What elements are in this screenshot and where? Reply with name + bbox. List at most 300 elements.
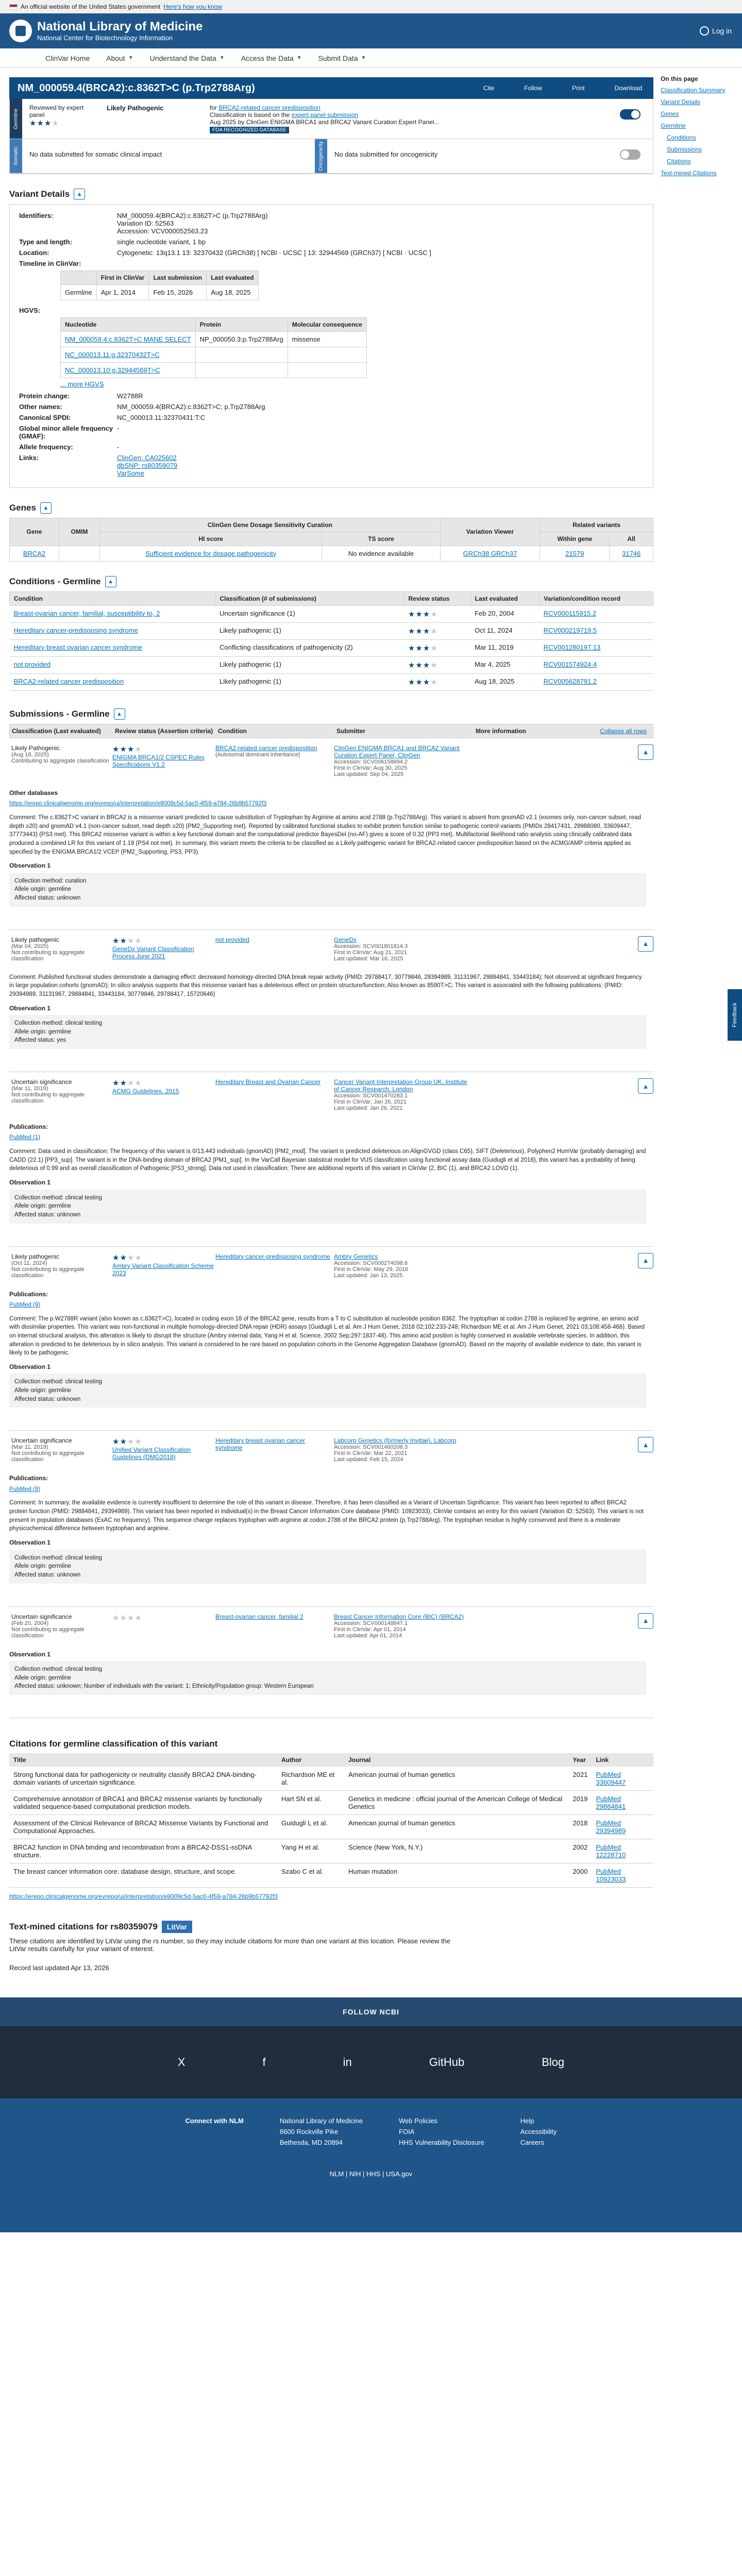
citation-header: Title bbox=[9, 1753, 277, 1767]
submission-classification bbox=[9, 1253, 112, 1279]
submission-review bbox=[112, 1437, 215, 1463]
submission-detail bbox=[9, 1279, 648, 1408]
summary-condition-link[interactable]: BRCA2-related cancer predisposition bbox=[218, 104, 321, 111]
star-icon: ★ bbox=[112, 1437, 120, 1447]
star-icon: ★ bbox=[127, 744, 135, 754]
submission-review bbox=[112, 1613, 215, 1639]
citation-header: Link bbox=[592, 1753, 653, 1767]
genes-header: HI score bbox=[100, 532, 322, 546]
hgvs-cell[interactable]: NC_000013.10:g.32944569T>C bbox=[61, 362, 196, 378]
timeline-cell: Apr 1, 2014 bbox=[96, 284, 149, 300]
star-icon: ★ bbox=[408, 660, 416, 670]
sidebar-item[interactable]: Conditions bbox=[667, 134, 696, 141]
citation-cell: American journal of human genetics bbox=[344, 1815, 569, 1839]
condition-link[interactable]: Hereditary cancer-predisposing syndrome bbox=[10, 622, 216, 639]
citation-cell: Human mutation bbox=[344, 1863, 569, 1887]
rcv-link[interactable]: RCV005628791.2 bbox=[539, 673, 653, 690]
litvar-heading: Text-mined citations for rs80359079 bbox=[9, 1921, 158, 1931]
submitter-link[interactable]: GeneDx bbox=[334, 936, 357, 943]
feedback-button[interactable]: Feedback bbox=[728, 989, 742, 1041]
citation-row bbox=[9, 1790, 653, 1815]
expert-panel-link[interactable]: expert panel submission bbox=[291, 111, 359, 118]
footer-link[interactable]: FOIA bbox=[399, 2127, 415, 2136]
detail-other-link[interactable]: https://erepo.clinicalgenome.org/evrepo/ui/interpretation/e8009c5d-5ac0-4f59-a784-26b9b57792f3 bbox=[9, 801, 267, 807]
gene-cell: No evidence available bbox=[322, 546, 440, 561]
star-icon: ★ bbox=[120, 1613, 127, 1622]
litvar-logo[interactable]: LitVar bbox=[162, 1921, 192, 1933]
collapse-row-button[interactable]: ▲ bbox=[638, 1613, 653, 1629]
star-icon: ★ bbox=[423, 626, 431, 636]
submission-detail bbox=[9, 1463, 648, 1583]
hgvs-cell: NP_000050.3:p.Trp2788Arg bbox=[195, 331, 288, 347]
submission-header: More information Collapse all rows bbox=[476, 727, 647, 735]
citation-cell: Richardson ME et al. bbox=[277, 1767, 344, 1791]
citations-table bbox=[9, 1753, 653, 1888]
record-updated: Record last updated Apr 13, 2026 bbox=[9, 1963, 109, 1972]
citation-row bbox=[9, 1767, 653, 1791]
star-icon: ★ bbox=[134, 936, 142, 945]
condition-review bbox=[404, 639, 470, 656]
classification-date: (Aug 18, 2025) bbox=[11, 751, 49, 758]
assertion-criteria-link[interactable]: GeneDx Variant Classification Process June 2021 bbox=[112, 945, 194, 960]
citation-cell[interactable]: PubMed 10923033 bbox=[592, 1863, 653, 1887]
submission-more bbox=[473, 1613, 653, 1639]
nav-item-1[interactable] bbox=[106, 54, 133, 62]
gene-cell[interactable]: 21579 bbox=[540, 546, 610, 561]
assertion-criteria-link[interactable]: Unified Variant Classification Guidelines (DMG2019) bbox=[112, 1446, 191, 1461]
submitter-meta: First in ClinVar: Jan 26, 2021 bbox=[334, 1099, 407, 1106]
detail-link[interactable]: ClinGen: CA025602 bbox=[117, 453, 177, 462]
classification-text: Likely pathogenic bbox=[11, 1252, 59, 1260]
submission-detail bbox=[9, 777, 648, 907]
submission-block bbox=[9, 738, 653, 930]
star-icon: ★ bbox=[408, 643, 416, 653]
rcv-link[interactable]: RCV000219719.5 bbox=[539, 622, 653, 639]
citation-cell: The breast cancer information core: database design, structure, and scope. bbox=[9, 1863, 277, 1887]
review-stars bbox=[112, 744, 215, 754]
star-icon: ★ bbox=[415, 609, 423, 619]
footer-link[interactable]: Careers bbox=[520, 2138, 544, 2146]
nav-item-2[interactable] bbox=[150, 54, 225, 62]
genes-header: Gene bbox=[10, 518, 59, 546]
hgvs-cell[interactable]: NC_000013.11:g.32370432T>C bbox=[61, 347, 196, 362]
classification-text: Uncertain significance bbox=[11, 1613, 72, 1620]
condition-header: Condition bbox=[10, 591, 216, 605]
social-links bbox=[0, 2026, 742, 2098]
genes-header: OMIM bbox=[59, 518, 100, 546]
submitter-meta: First in ClinVar: Apr 01, 2014 bbox=[334, 1626, 406, 1633]
star-icon: ★ bbox=[120, 1253, 127, 1262]
submitter-link[interactable]: ClinGen ENIGMA BRCA1 and BRCA2 Variant Curation Expert Panel, ClinGen bbox=[334, 744, 460, 759]
submission-row bbox=[9, 738, 653, 917]
submitter-meta: Accession: SCV000274098.6 bbox=[334, 1260, 408, 1266]
sidebar-item[interactable]: Citations bbox=[667, 158, 691, 165]
timeline-header: Last submission bbox=[149, 270, 207, 284]
print-button[interactable]: Print bbox=[571, 84, 585, 92]
collapse-genes-button[interactable]: ▲ bbox=[40, 502, 52, 514]
condition-review bbox=[404, 605, 470, 622]
submitter-link[interactable]: Cancer Variant Interpretation Group UK, Institute of Cancer Research, London bbox=[334, 1078, 467, 1093]
observation-field: Affected status: unknown; Number of individuals with the variant: 1; Ethnicity/Population group: Western European bbox=[14, 1683, 314, 1690]
footer-link: 8600 Rockville Pike bbox=[279, 2127, 339, 2136]
submitter-meta: Last updated: Jan 13, 2025 bbox=[334, 1272, 403, 1279]
detail-link[interactable]: dbSNP: rs80359079 bbox=[117, 461, 178, 469]
genes-header: TS score bbox=[322, 532, 440, 546]
hgvs-header: Molecular consequence bbox=[288, 317, 366, 331]
hgvs-row bbox=[61, 331, 367, 347]
gene-cell[interactable]: 31746 bbox=[610, 546, 653, 561]
submitter-meta: Last updated: Feb 15, 2024 bbox=[334, 1456, 403, 1463]
submission-comment: Comment: Published functional studies demonstrate a damaging effect: decreased homology-directed DNA break repair activity (PMID: 29788417, 30779846, 29394989, 31131967, 29884841, 33443184); Not observed at significant frequency in large population cohorts (gnomAD); In silico analysis supports that this missense variant has a deleterious effect on protein structure/function; Also known as 8590T>C; This variant is associated with the following publications: (PMID: 29394989, 31131967, 29884841, 33443184, 30779846, 29788417, 15720646) bbox=[9, 974, 642, 997]
submission-more bbox=[473, 1437, 653, 1463]
submission-submitter bbox=[334, 936, 473, 962]
citation-header: Journal bbox=[344, 1753, 569, 1767]
social-blog-icon[interactable]: Blog bbox=[542, 2055, 565, 2069]
classification-date: (Mar 11, 2019) bbox=[11, 1444, 48, 1451]
review-stars bbox=[112, 1437, 215, 1446]
submission-condition-link[interactable]: Hereditary breast ovarian cancer syndrome bbox=[215, 1437, 306, 1452]
assertion-criteria-link[interactable]: ACMG Guidelines, 2015 bbox=[112, 1088, 179, 1095]
condition-row bbox=[10, 639, 653, 656]
classification-date: (Oct 11, 2024) bbox=[11, 1260, 47, 1266]
classification-text: Likely Pathogenic bbox=[11, 744, 60, 752]
observation-field: Allele origin: germline bbox=[14, 1203, 71, 1210]
submitter-link[interactable]: Breast Cancer Information Core (BIC) (BRCA2) bbox=[334, 1613, 464, 1620]
detail-link[interactable]: VarSome bbox=[117, 469, 145, 477]
detail-other-link[interactable]: PubMed (1) bbox=[9, 1134, 41, 1141]
observation-field: Collection method: clinical testing bbox=[14, 1666, 103, 1672]
detail-label: Other databases bbox=[9, 789, 58, 796]
social-in-icon[interactable]: in bbox=[343, 2055, 352, 2069]
submission-block bbox=[9, 930, 653, 1072]
genes-header: Related variants bbox=[540, 518, 653, 532]
observation-field: Affected status: unknown bbox=[14, 894, 81, 901]
observation-field: Allele origin: germline bbox=[14, 1387, 71, 1394]
star-icon: ★ bbox=[134, 1253, 142, 1262]
submission-classification bbox=[9, 936, 112, 962]
review-stars bbox=[112, 1613, 215, 1622]
star-icon: ★ bbox=[127, 1253, 135, 1262]
star-icon: ★ bbox=[120, 1437, 127, 1447]
genes-heading: Genes bbox=[9, 502, 36, 513]
condition-review bbox=[404, 673, 470, 690]
star-icon: ★ bbox=[127, 1613, 135, 1622]
review-status: Reviewed by expert panel bbox=[29, 104, 84, 118]
submitter-link[interactable]: Labcorp Genetics (formerly Invitae), Labcorp bbox=[334, 1437, 457, 1445]
contribution-note: Not contributing to aggregate classification bbox=[11, 949, 85, 962]
submission-condition-link[interactable]: Hereditary cancer-predisposing syndrome bbox=[215, 1252, 330, 1260]
footer-link[interactable]: Accessibility bbox=[520, 2127, 557, 2136]
collapse-row-button[interactable]: ▲ bbox=[638, 1253, 653, 1268]
citation-cell[interactable]: PubMed 33609447 bbox=[592, 1767, 653, 1791]
condition-date: Oct 11, 2024 bbox=[470, 622, 539, 639]
submission-more bbox=[473, 744, 653, 777]
detail-label: Publications: bbox=[9, 1290, 48, 1298]
nav-item-0[interactable] bbox=[45, 54, 90, 62]
chevron-down-icon: ▼ bbox=[296, 55, 302, 61]
conditions-table bbox=[9, 591, 653, 691]
more-hgvs-link[interactable]: ... more HGVS bbox=[60, 380, 104, 388]
nav-label: ClinVar Home bbox=[45, 54, 90, 62]
hgvs-cell[interactable]: NM_000059.4:c.8362T>C MANE SELECT bbox=[61, 331, 196, 347]
condition-classification: Uncertain significance (1) bbox=[215, 605, 404, 622]
citation-row bbox=[9, 1839, 653, 1863]
page-title: NM_000059.4(BRCA2):c.8362T>C (p.Trp2788Arg) bbox=[18, 82, 255, 94]
classification-date: (Mar 04, 2025) bbox=[11, 943, 49, 950]
star-icon: ★ bbox=[112, 1079, 120, 1088]
footer bbox=[0, 2098, 742, 2232]
star-icon: ★ bbox=[120, 744, 127, 754]
variant-title-bar bbox=[9, 77, 653, 99]
observation-box bbox=[9, 1661, 646, 1695]
gene-cell[interactable]: BRCA2 bbox=[10, 546, 59, 561]
contribution-note: Not contributing to aggregate classification bbox=[11, 1626, 85, 1639]
submission-condition-link[interactable]: Breast-ovarian cancer, familial 2 bbox=[215, 1613, 303, 1620]
social-x-icon[interactable]: X bbox=[177, 2055, 185, 2069]
classification-text: Likely pathogenic bbox=[11, 936, 59, 943]
timeline-header bbox=[61, 270, 97, 284]
rcv-link[interactable]: RCV000115915.2 bbox=[539, 605, 653, 622]
condition-classification: Likely pathogenic (1) bbox=[215, 673, 404, 690]
collapse-all-link[interactable]: Collapse all rows bbox=[600, 727, 647, 735]
how-you-know-link[interactable]: Here's how you know bbox=[163, 3, 222, 10]
identifier: Variation ID: 52563 bbox=[117, 219, 174, 227]
star-icon: ★ bbox=[134, 1613, 142, 1622]
review-stars: ★★★★ bbox=[29, 119, 59, 128]
germline-tab: Germline bbox=[10, 99, 22, 139]
condition-row bbox=[10, 622, 653, 639]
submitter-meta: First in ClinVar: Aug 30, 2025 bbox=[334, 765, 408, 771]
collapse-row-button[interactable]: ▲ bbox=[638, 936, 653, 952]
submission-review bbox=[112, 1078, 215, 1111]
citation-cell[interactable]: PubMed 12228710 bbox=[592, 1839, 653, 1863]
citation-cell: 2000 bbox=[569, 1863, 592, 1887]
citation-cell: American journal of human genetics bbox=[344, 1767, 569, 1791]
oncogenicity-text: No data submitted for oncogenicity bbox=[334, 150, 438, 158]
ncbi-header bbox=[0, 13, 742, 48]
collapse-row-button[interactable]: ▲ bbox=[638, 1078, 653, 1094]
condition-link[interactable]: Breast-ovarian cancer, familial, susceptibility to, 2 bbox=[10, 605, 216, 622]
submission-condition-link[interactable]: Hereditary Breast and Ovarian Cancer bbox=[215, 1078, 321, 1086]
star-icon: ★ bbox=[430, 643, 438, 653]
footer-link: National Library of Medicine bbox=[279, 2116, 363, 2125]
condition-row bbox=[10, 605, 653, 622]
footer-link[interactable]: Web Policies bbox=[399, 2116, 437, 2125]
observation-field: Allele origin: germline bbox=[14, 886, 71, 893]
litvar-text: These citations are identified by LitVar using the rs number, so they may include citations for more than one variant at this location. Please review the LitVar results carefully for your variant of interest. bbox=[9, 1937, 451, 1953]
submission-condition-link[interactable]: BRCA2-related cancer predisposition bbox=[215, 744, 317, 752]
footer-agencies[interactable]: NLM | NIH | HHS | USA.gov bbox=[329, 2170, 413, 2178]
star-icon: ★ bbox=[415, 643, 423, 653]
oncogenicity-toggle[interactable] bbox=[620, 149, 640, 160]
observation-field: Affected status: yes bbox=[14, 1037, 66, 1044]
condition-link[interactable]: not provided bbox=[10, 656, 216, 673]
star-icon: ★ bbox=[112, 1613, 120, 1622]
condition-link[interactable]: Hereditary breast ovarian cancer syndrome bbox=[10, 639, 216, 656]
detail-other-link[interactable]: PubMed (8) bbox=[9, 1486, 41, 1493]
cite-button[interactable]: Cite bbox=[483, 84, 495, 92]
rcv-link[interactable]: RCV001280197.13 bbox=[539, 639, 653, 656]
observation-label: Observation 1 bbox=[9, 1650, 51, 1658]
collapse-submissions-button[interactable]: ▲ bbox=[114, 708, 125, 720]
genes-header: Variation Viewer bbox=[440, 518, 540, 546]
observation-field: Collection method: clinical testing bbox=[14, 1194, 103, 1201]
submission-condition bbox=[215, 936, 334, 962]
fda-badge: FDA RECOGNIZED DATABASE bbox=[210, 127, 289, 133]
sidebar-item[interactable]: Genes bbox=[661, 110, 679, 117]
submission-condition bbox=[215, 1253, 334, 1279]
submission-comment: Comment: The c.8362T>C variant in BRCA2 is a missense variant predicted to cause substitution of Tryptophan by Arginine at amino acid 2788 (p.Trp2788Arg). This variant is absent from gnomAD v2.1 (exomes only, non-cancer subset, read depth ≥20) and gnomAD v4.1 (non-cancer subset, read depth ≥20) (PM2_Supporting met). Reported by calibrated functional studies to exhibit protein function similar to pathogenic control variants (PMIDs 28417431, 29988080, 33609447, 37773443) (PS3 met). This BRCA2 missense variant is within a key functional domain and the computational predictor BayesDel (no-AF) gives a score of 0.32 (PP3 met). Multifactorial likelihood ratio analysis using clinically calibrated data produced a combined LR for this variant of 1.19 (PS4 not met). In summary, this variant meets the criteria to be classified as a Likely pathogenic variant for BRCA2-related cancer predisposition based on the ACMG/AMP criteria applied as specified by the ENIGMA BRCA1/2 VCEP (PM2_Supporting, PS3, PP3). bbox=[9, 814, 641, 855]
star-icon: ★ bbox=[430, 626, 438, 636]
condition-classification: Likely pathogenic (1) bbox=[215, 656, 404, 673]
social-github-icon[interactable]: GitHub bbox=[429, 2055, 465, 2069]
contribution-note: Not contributing to aggregate classification bbox=[11, 1450, 85, 1463]
timeline-cell: Feb 15, 2026 bbox=[149, 284, 207, 300]
submission-classification bbox=[9, 1613, 112, 1639]
observation-label: Observation 1 bbox=[9, 1539, 51, 1547]
classification-text: Uncertain significance bbox=[11, 1437, 72, 1445]
condition-row bbox=[10, 673, 653, 690]
observation-field: Affected status: unknown bbox=[14, 1211, 81, 1218]
detail-other-link[interactable]: PubMed (9) bbox=[9, 1301, 41, 1308]
timeline-header: Last evaluated bbox=[207, 270, 258, 284]
condition-date: Mar 11, 2019 bbox=[470, 639, 539, 656]
chevron-down-icon: ▼ bbox=[219, 55, 225, 61]
star-icon: ★ bbox=[112, 1253, 120, 1262]
citation-cell: Assessment of the Clinical Relevance of BRCA2 Missense Variants by Functional and Computational Approaches. bbox=[9, 1815, 277, 1839]
observation-label: Observation 1 bbox=[9, 1179, 51, 1187]
sidebar-item[interactable]: Classification Summary bbox=[661, 87, 726, 94]
observation-box bbox=[9, 1190, 646, 1224]
nlm-logo-icon bbox=[9, 20, 32, 42]
submission-classification bbox=[9, 744, 112, 777]
detail-label: Publications: bbox=[9, 1123, 48, 1131]
star-icon: ★ bbox=[112, 744, 120, 754]
gene-cell[interactable]: GRCh38 GRCh37 bbox=[440, 546, 540, 561]
submission-submitter bbox=[334, 1253, 473, 1279]
conditions-heading: Conditions - Germline bbox=[9, 576, 101, 586]
hgvs-table bbox=[60, 317, 367, 378]
collapse-row-button[interactable]: ▲ bbox=[638, 744, 653, 760]
download-button[interactable]: Download bbox=[614, 84, 642, 92]
user-icon bbox=[700, 26, 709, 36]
sidebar-item[interactable]: Submissions bbox=[667, 146, 702, 153]
citation-cell[interactable]: PubMed 29394989 bbox=[592, 1815, 653, 1839]
sidebar: On this page Classification Summary Variant Details Genes Germline Conditions Submissions Citations Text-mined Citations bbox=[653, 68, 742, 1972]
follow-button[interactable]: Follow bbox=[524, 84, 542, 92]
submission-row bbox=[9, 1431, 653, 1594]
nav-item-4[interactable] bbox=[318, 54, 366, 62]
assertion-criteria-link[interactable]: ENIGMA BRCA1/2 CSPEC Rules Specifications V1.2 bbox=[112, 753, 205, 768]
nav-label: Submit Data bbox=[318, 54, 358, 62]
nav-item-3[interactable] bbox=[241, 54, 302, 62]
sidebar-item[interactable]: Text-mined Citations bbox=[661, 170, 717, 177]
submitter-meta: Accession: SCV000148847.1 bbox=[334, 1620, 408, 1626]
submitter-meta: Accession: SCV006158694.2 bbox=[334, 758, 408, 765]
condition-link[interactable]: BRCA2-related cancer predisposition bbox=[10, 673, 216, 690]
submission-detail bbox=[9, 962, 648, 1049]
classification-date: (Feb 20, 2004) bbox=[11, 1620, 49, 1626]
collapse-conditions-button[interactable]: ▲ bbox=[105, 576, 116, 587]
assertion-criteria-link[interactable]: Ambry Variant Classification Scheme 2023 bbox=[112, 1262, 214, 1277]
review-stars bbox=[112, 1078, 215, 1088]
genes-table bbox=[9, 518, 653, 562]
rcv-link[interactable]: RCV001574924.4 bbox=[539, 656, 653, 673]
submission-condition-link[interactable]: not provided bbox=[215, 936, 250, 943]
submission-row bbox=[9, 1072, 653, 1233]
observation-field: Allele origin: germline bbox=[14, 1563, 71, 1570]
condition-classification: Conflicting classifications of pathogenicity (2) bbox=[215, 639, 404, 656]
submission-block bbox=[9, 1072, 653, 1246]
observation-field: Collection method: curation bbox=[14, 877, 87, 884]
erepo-link[interactable]: https://erepo.clinicalgenome.org/evrepo/ui/interpretation/e8009c5d-5ac0-4f59-a784-26b9b57792f3 bbox=[9, 1892, 278, 1900]
submission-submitter bbox=[334, 1437, 473, 1463]
detail-label: Publications: bbox=[9, 1475, 48, 1482]
submission-header: Review status (Assertion criteria) bbox=[115, 727, 213, 735]
observation-field: Collection method: clinical testing bbox=[14, 1554, 103, 1561]
contribution-note: Contributing to aggregate classification bbox=[11, 757, 109, 764]
submission-row bbox=[9, 1607, 653, 1705]
collapse-details-button[interactable]: ▲ bbox=[74, 189, 85, 200]
login-button[interactable]: Log in bbox=[700, 26, 732, 36]
submitter-meta: Last updated: Apr 01, 2014 bbox=[334, 1632, 402, 1639]
timeline-cell: Germline bbox=[61, 284, 97, 300]
hgvs-cell bbox=[195, 347, 288, 362]
star-icon: ★ bbox=[430, 660, 438, 670]
follow-ncbi: FOLLOW NCBI bbox=[0, 1997, 742, 2026]
citation-cell[interactable]: PubMed 29884841 bbox=[592, 1790, 653, 1815]
star-icon: ★ bbox=[423, 660, 431, 670]
condition-header: Variation/condition record bbox=[539, 591, 653, 605]
timeline-header: First in ClinVar bbox=[96, 270, 149, 284]
citation-header: Author bbox=[277, 1753, 344, 1767]
somatic-text: No data submitted for somatic clinical impact bbox=[29, 150, 162, 158]
citation-cell: Yang H et al. bbox=[277, 1839, 344, 1863]
citation-cell: BRCA2 function in DNA binding and recombination from a BRCA2-DSS1-ssDNA structure. bbox=[9, 1839, 277, 1863]
review-stars bbox=[408, 677, 466, 687]
condition-date: Feb 20, 2004 bbox=[470, 605, 539, 622]
submitter-link[interactable]: Ambry Genetics bbox=[334, 1252, 378, 1260]
nlm-logo[interactable]: National Library of Medicine National Center for Biotechnology Information bbox=[9, 20, 203, 42]
gene-cell[interactable]: Sufficient evidence for dosage pathogenicity bbox=[100, 546, 322, 561]
submission-submitter bbox=[334, 1078, 473, 1111]
sidebar-item[interactable]: Germline bbox=[661, 122, 686, 129]
citation-row bbox=[9, 1815, 653, 1839]
star-icon: ★ bbox=[408, 609, 416, 619]
observation-field: Affected status: unknown bbox=[14, 1396, 81, 1402]
submission-condition bbox=[215, 1437, 334, 1463]
germline-toggle[interactable] bbox=[620, 109, 640, 120]
star-icon: ★ bbox=[112, 936, 120, 945]
star-icon: ★ bbox=[423, 609, 431, 619]
main-content bbox=[0, 68, 653, 1972]
star-icon: ★ bbox=[415, 677, 423, 687]
citation-cell: Guidugli L et al. bbox=[277, 1815, 344, 1839]
observation-label: Observation 1 bbox=[9, 862, 51, 870]
footer-link[interactable]: Help bbox=[520, 2116, 534, 2125]
identifier: NM_000059.4(BRCA2):c.8362T>C (p.Trp2788Arg) bbox=[117, 211, 268, 219]
citation-cell: 2019 bbox=[569, 1790, 592, 1815]
submission-more bbox=[473, 1253, 653, 1279]
sidebar-item[interactable]: Variant Details bbox=[661, 98, 701, 106]
citation-row bbox=[9, 1863, 653, 1887]
collapse-row-button[interactable]: ▲ bbox=[638, 1437, 653, 1452]
footer-link[interactable]: HHS Vulnerability Disclosure bbox=[399, 2138, 484, 2146]
social-f-icon[interactable]: f bbox=[262, 2055, 266, 2069]
submission-detail bbox=[9, 1111, 648, 1223]
hgvs-cell bbox=[288, 362, 366, 378]
submission-submitter bbox=[334, 1613, 473, 1639]
